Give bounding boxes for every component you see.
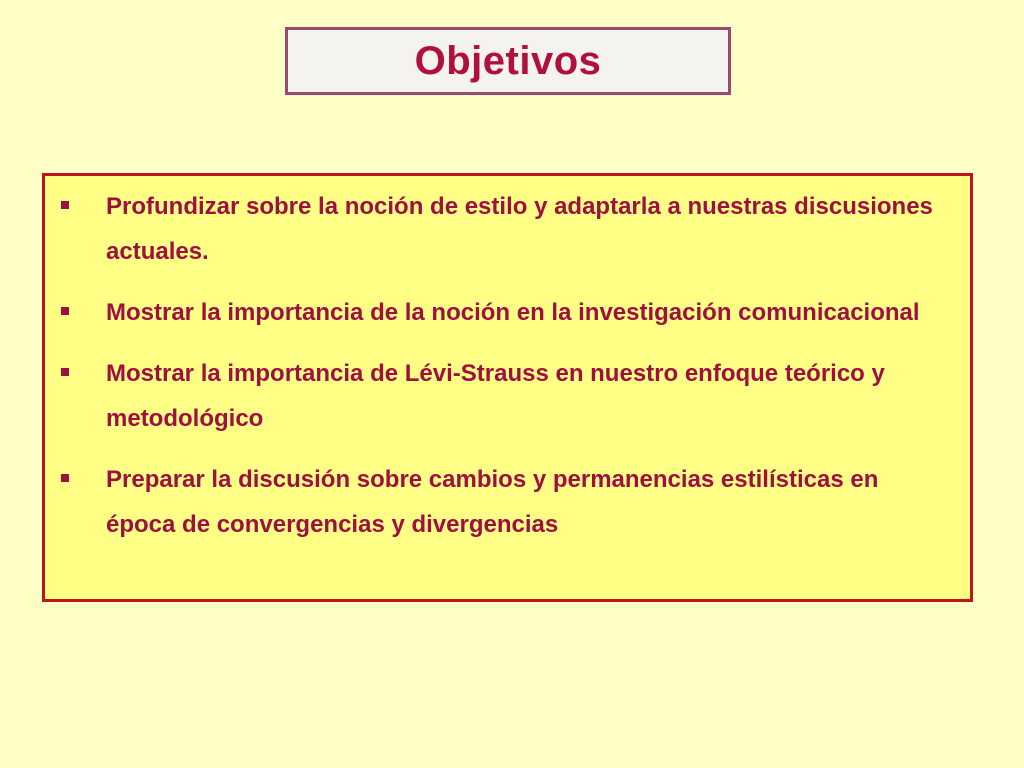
list-item bbox=[45, 457, 970, 547]
list-item-text: Profundizar sobre la noción de estilo y adaptarla a nuestras discusiones actuales. bbox=[106, 193, 933, 265]
objectives-box bbox=[42, 173, 973, 602]
list-item bbox=[45, 290, 970, 335]
square-bullet-icon bbox=[61, 307, 69, 315]
list-item-text: Preparar la discusión sobre cambios y permanencias estilísticas en época de convergencias y divergencias bbox=[106, 466, 879, 538]
list-item bbox=[45, 351, 970, 441]
square-bullet-icon bbox=[61, 368, 69, 376]
title-box bbox=[285, 27, 731, 95]
square-bullet-icon bbox=[61, 474, 69, 482]
objectives-list bbox=[45, 184, 970, 563]
square-bullet-icon bbox=[61, 201, 69, 209]
list-item-text: Mostrar la importancia de Lévi-Strauss en nuestro enfoque teórico y metodológico bbox=[106, 360, 885, 432]
list-item-text: Mostrar la importancia de la noción en la investigación comunicacional bbox=[106, 299, 920, 326]
slide-title: Objetivos bbox=[414, 38, 602, 83]
list-item bbox=[45, 184, 970, 274]
